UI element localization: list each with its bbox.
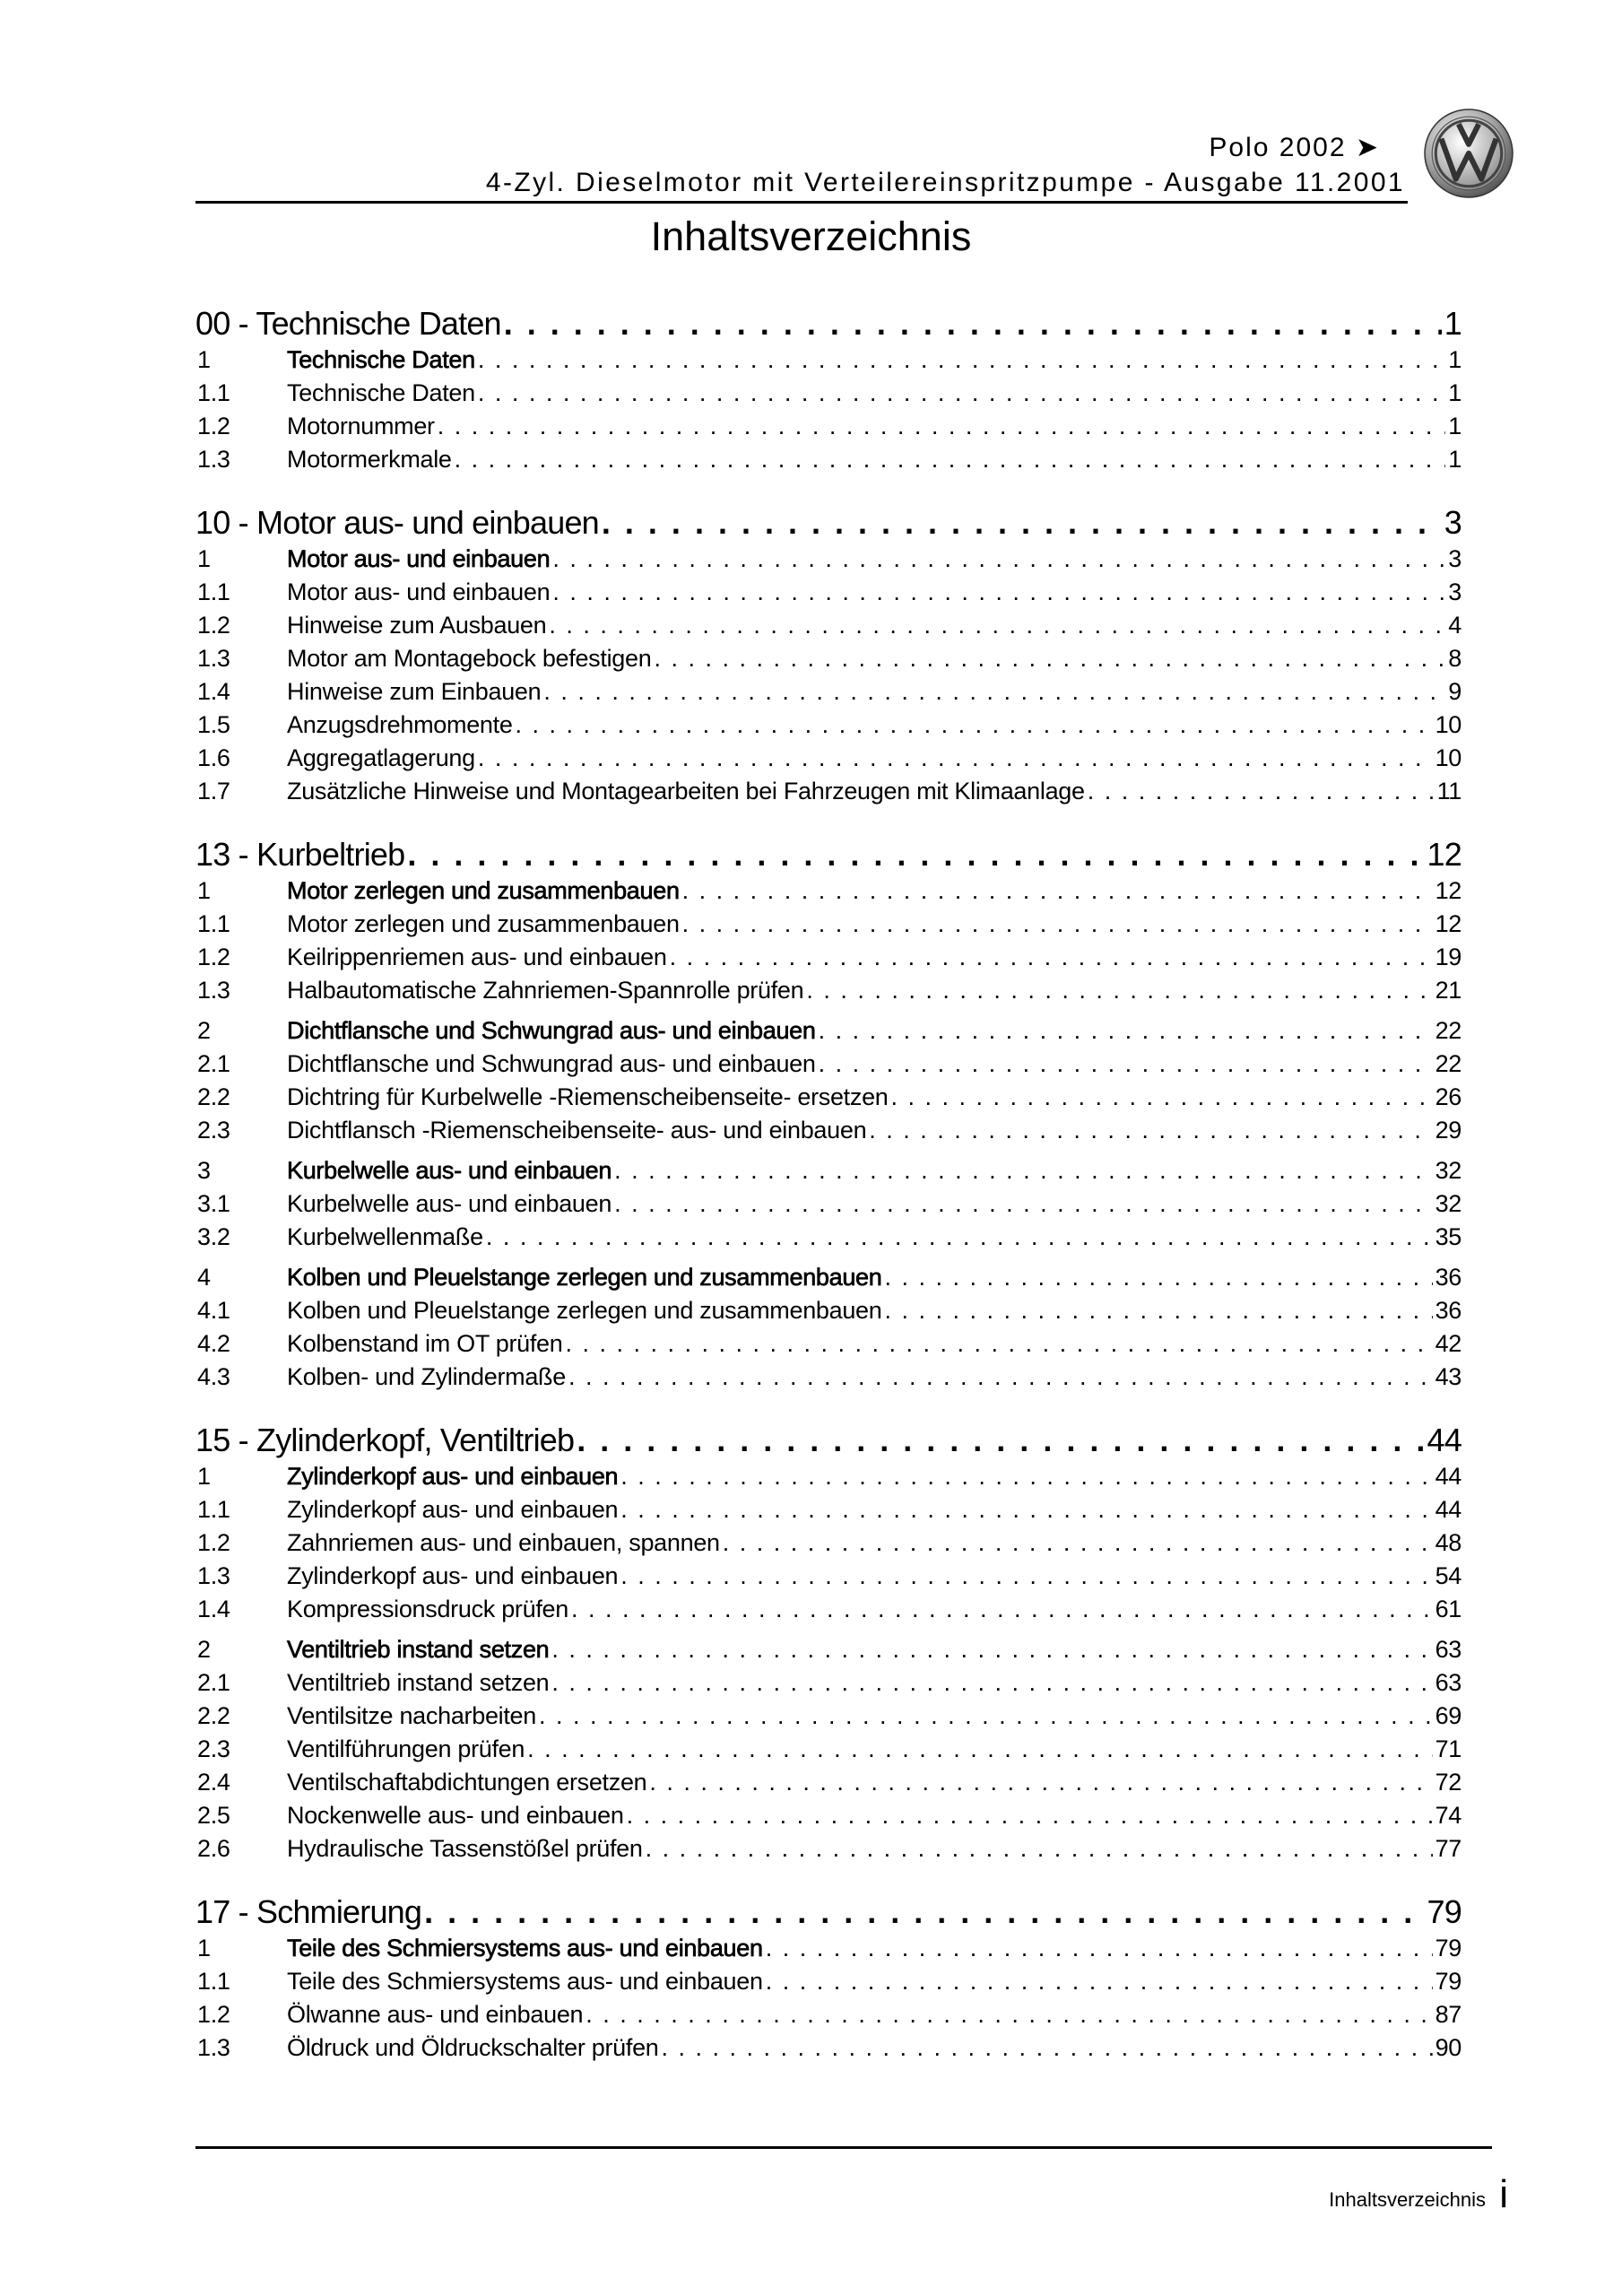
toc-entry-page: 71: [1435, 1735, 1462, 1762]
toc-entry-title: Motor aus- und einbauen: [287, 545, 551, 572]
toc-entry-number: 2.3: [197, 1117, 230, 1144]
toc-entry-number: 2.5: [197, 1802, 230, 1829]
toc-entry-number: 1: [197, 877, 211, 904]
header-model: Polo 2002 ➤: [1209, 133, 1380, 162]
dot-leader: [407, 836, 1424, 874]
toc-entry-number: 1.2: [197, 413, 230, 439]
toc-subsection[interactable]: [195, 1802, 1462, 1835]
toc-section[interactable]: [195, 1463, 1462, 1496]
dot-leader: [551, 1669, 1432, 1697]
toc-entry-page: 79: [1435, 1935, 1462, 1961]
toc-subsection[interactable]: [195, 1562, 1462, 1596]
toc-entry-number: 2.6: [197, 1835, 230, 1862]
toc-chapter-page: 12: [1427, 836, 1462, 873]
toc-entry-page: 48: [1435, 1529, 1462, 1556]
toc-entry-number: 1.1: [197, 578, 230, 605]
dot-leader: [649, 1769, 1432, 1796]
toc-entry-page: 35: [1435, 1223, 1462, 1250]
dot-leader: [549, 612, 1445, 639]
toc-entry-number: 1.3: [197, 977, 230, 1004]
toc-entry-number: 1.2: [197, 1529, 230, 1556]
toc-subsection[interactable]: [195, 1190, 1462, 1223]
toc-chapter-page: 1: [1444, 305, 1462, 342]
toc-subsection[interactable]: [195, 1835, 1462, 1868]
dot-leader: [539, 1702, 1433, 1730]
toc-entry-number: 3.2: [197, 1223, 230, 1250]
toc-section[interactable]: [195, 1636, 1462, 1669]
toc-section[interactable]: [195, 545, 1462, 578]
toc-entry-number: 2.1: [197, 1050, 230, 1077]
footer-page-number: i: [1499, 2172, 1508, 2216]
toc-chapter[interactable]: [195, 504, 1462, 542]
toc-entry-title: Motor zerlegen und zusammenbauen: [287, 877, 680, 904]
toc-entry-page: 19: [1435, 944, 1462, 970]
toc-entry-title: Kurbelwelle aus- und einbauen: [287, 1190, 612, 1217]
toc-entry-page: 29: [1435, 1117, 1462, 1144]
toc-subsection[interactable]: [195, 778, 1462, 811]
toc-subsection[interactable]: [195, 1330, 1462, 1363]
page-title: Inhaltsverzeichnis: [650, 213, 972, 259]
toc-entry-title: Kolben- und Zylindermaße: [287, 1363, 566, 1390]
toc-subsection[interactable]: [195, 977, 1462, 1010]
dot-leader: [585, 2001, 1432, 2029]
toc-chapter-title: 00 - Technische Daten: [195, 305, 501, 342]
dot-leader: [571, 1596, 1433, 1623]
toc-entry-number: 1.1: [197, 910, 230, 937]
toc-section[interactable]: [195, 1264, 1462, 1297]
toc-entry-number: 1.1: [197, 1496, 230, 1523]
toc-chapter-title: 10 - Motor aus- und einbauen: [195, 504, 599, 541]
dot-leader: [869, 1117, 1432, 1144]
toc-entry-page: 12: [1435, 877, 1462, 904]
toc-entry-title: Dichtring für Kurbelwelle -Riemenscheibenseite- ersetzen: [287, 1083, 889, 1110]
toc-entry-page: 3: [1448, 545, 1462, 572]
dot-leader: [654, 645, 1445, 673]
table-of-contents: [195, 305, 1462, 2067]
dot-leader: [662, 2034, 1433, 2062]
toc-entry-number: 1.2: [197, 944, 230, 970]
toc-entry-number: 1.2: [197, 612, 230, 639]
toc-subsection[interactable]: [195, 446, 1462, 479]
toc-entry-title: Motormerkmale: [287, 446, 452, 473]
toc-subsection[interactable]: [195, 1496, 1462, 1529]
toc-subsection[interactable]: [195, 645, 1462, 678]
toc-entry-page: 32: [1435, 1157, 1462, 1184]
toc-entry-title: Dichtflansche und Schwungrad aus- und einbauen: [287, 1050, 816, 1077]
toc-entry-number: 4.2: [197, 1330, 230, 1357]
toc-entry-page: 11: [1436, 778, 1462, 804]
toc-entry-title: Hinweise zum Einbauen: [287, 678, 542, 705]
dot-leader: [766, 1968, 1433, 1996]
toc-entry-page: 32: [1435, 1190, 1462, 1217]
toc-entry-page: 54: [1435, 1562, 1462, 1589]
toc-entry-title: Ventilsitze nacharbeiten: [287, 1702, 536, 1729]
toc-subsection[interactable]: [195, 612, 1462, 645]
toc-entry-page: 21: [1435, 977, 1462, 1004]
footer-label: Inhaltsverzeichnis: [1329, 2188, 1486, 2211]
toc-chapter[interactable]: [195, 305, 1462, 343]
toc-entry-page: 9: [1448, 678, 1462, 705]
toc-entry-title: Zahnriemen aus- und einbauen, spannen: [287, 1529, 720, 1556]
toc-subsection[interactable]: [195, 1769, 1462, 1802]
dot-leader: [438, 413, 1446, 440]
toc-entry-number: 1.1: [197, 379, 230, 406]
toc-entry-number: 1.2: [197, 2001, 230, 2028]
toc-subsection[interactable]: [195, 1968, 1462, 2001]
toc-subsection[interactable]: [195, 1363, 1462, 1396]
dot-leader: [478, 346, 1445, 374]
toc-chapter[interactable]: [195, 1893, 1462, 1931]
footer-rule: [195, 2146, 1492, 2149]
toc-entry-title: Teile des Schmiersystems aus- und einbauen: [287, 1935, 763, 1961]
dot-leader: [885, 1297, 1433, 1325]
toc-entry-number: 1.1: [197, 1968, 230, 1995]
dot-leader: [682, 877, 1433, 905]
toc-section[interactable]: [195, 1935, 1462, 1968]
toc-entry-title: Technische Daten: [287, 346, 475, 373]
toc-entry-number: 2.2: [197, 1702, 230, 1729]
toc-chapter[interactable]: [195, 1422, 1462, 1459]
toc-entry-number: 1.6: [197, 744, 230, 771]
dot-leader: [602, 504, 1442, 542]
toc-entry-number: 2.1: [197, 1669, 230, 1696]
dot-leader: [806, 977, 1432, 1004]
toc-entry-page: 1: [1448, 379, 1462, 406]
dot-leader: [478, 744, 1433, 772]
toc-chapter-title: 13 - Kurbeltrieb: [195, 836, 405, 873]
toc-subsection[interactable]: [195, 910, 1462, 944]
toc-entry-number: 1.7: [197, 778, 230, 804]
toc-entry-title: Kolben und Pleuelstange zerlegen und zusammenbauen: [287, 1264, 882, 1291]
toc-subsection[interactable]: [195, 1702, 1462, 1735]
toc-entry-title: Ventiltrieb instand setzen: [287, 1636, 550, 1663]
toc-subsection[interactable]: [195, 1596, 1462, 1629]
toc-entry-page: 77: [1435, 1835, 1462, 1862]
toc-entry-number: 2.3: [197, 1735, 230, 1762]
toc-entry-page: 22: [1435, 1017, 1462, 1044]
toc-entry-number: 4: [197, 1264, 211, 1291]
toc-chapter-page: 3: [1444, 504, 1462, 541]
toc-entry-page: 43: [1435, 1363, 1462, 1390]
toc-entry-title: Ölwanne aus- und einbauen: [287, 2001, 584, 2028]
toc-section[interactable]: [195, 877, 1462, 910]
toc-entry-page: 90: [1435, 2034, 1462, 2061]
toc-entry-number: 1.3: [197, 446, 230, 473]
toc-subsection[interactable]: [195, 678, 1462, 711]
toc-entry-page: 22: [1435, 1050, 1462, 1077]
toc-entry-title: Zylinderkopf aus- und einbauen: [287, 1562, 619, 1589]
toc-entry-title: Kompressionsdruck prüfen: [287, 1596, 568, 1622]
toc-subsection[interactable]: [195, 1735, 1462, 1769]
vw-logo-icon: [1423, 108, 1514, 199]
dot-leader: [486, 1223, 1433, 1251]
dot-leader: [819, 1050, 1433, 1078]
toc-subsection[interactable]: [195, 1297, 1462, 1330]
toc-entry-page: 1: [1448, 446, 1462, 473]
toc-subsection[interactable]: [195, 2001, 1462, 2034]
dot-leader: [627, 1802, 1433, 1830]
dot-leader: [504, 305, 1442, 343]
dot-leader: [552, 545, 1445, 573]
toc-entry-number: 1: [197, 1463, 211, 1490]
toc-entry-number: 2: [197, 1017, 211, 1044]
toc-entry-page: 87: [1435, 2001, 1462, 2028]
toc-entry-number: 1.4: [197, 678, 230, 705]
dot-leader: [682, 910, 1433, 938]
toc-entry-page: 69: [1435, 1702, 1462, 1729]
toc-entry-title: Kolben und Pleuelstange zerlegen und zusammenbauen: [287, 1297, 882, 1324]
dot-leader: [1088, 778, 1435, 805]
toc-entry-page: 79: [1435, 1968, 1462, 1995]
toc-entry-page: 8: [1448, 645, 1462, 672]
toc-entry-page: 10: [1435, 711, 1462, 738]
toc-chapter[interactable]: [195, 836, 1462, 874]
toc-entry-page: 44: [1435, 1463, 1462, 1490]
dot-leader: [620, 1463, 1432, 1491]
toc-subsection[interactable]: [195, 1223, 1462, 1257]
toc-entry-number: 2.4: [197, 1769, 230, 1796]
dot-leader: [885, 1264, 1433, 1292]
toc-entry-title: Dichtflansch -Riemenscheibenseite- aus- und einbauen: [287, 1117, 867, 1144]
toc-subsection[interactable]: [195, 1083, 1462, 1117]
dot-leader: [646, 1835, 1433, 1863]
dot-leader: [620, 1496, 1432, 1524]
toc-entry-page: 44: [1435, 1496, 1462, 1523]
dot-leader: [766, 1935, 1433, 1962]
toc-entry-title: Halbautomatische Zahnriemen-Spannrolle prüfen: [287, 977, 804, 1004]
toc-entry-title: Kolbenstand im OT prüfen: [287, 1330, 563, 1357]
toc-entry-title: Ventilschaftabdichtungen ersetzen: [287, 1769, 647, 1796]
toc-entry-number: 1: [197, 1935, 211, 1961]
toc-entry-title: Ventilführungen prüfen: [287, 1735, 525, 1762]
toc-chapter-title: 15 - Zylinderkopf, Ventiltrieb: [195, 1422, 575, 1458]
toc-subsection[interactable]: [195, 413, 1462, 446]
toc-entry-title: Zylinderkopf aus- und einbauen: [287, 1463, 619, 1490]
toc-section[interactable]: [195, 1017, 1462, 1050]
toc-entry-title: Hydraulische Tassenstößel prüfen: [287, 1835, 643, 1862]
toc-entry-title: Nockenwelle aus- und einbauen: [287, 1802, 624, 1829]
toc-entry-title: Keilrippenriemen aus- und einbauen: [287, 944, 667, 970]
dot-leader: [516, 711, 1433, 739]
toc-entry-page: 61: [1435, 1596, 1462, 1622]
dot-leader: [478, 379, 1445, 407]
toc-entry-page: 74: [1435, 1802, 1462, 1829]
dot-leader: [543, 678, 1445, 706]
toc-entry-number: 3.1: [197, 1190, 230, 1217]
toc-subsection[interactable]: [195, 1050, 1462, 1083]
dot-leader: [819, 1017, 1433, 1045]
toc-entry-page: 63: [1435, 1669, 1462, 1696]
toc-entry-page: 3: [1448, 578, 1462, 605]
toc-entry-title: Motor am Montagebock befestigen: [287, 645, 652, 672]
toc-entry-page: 72: [1435, 1769, 1462, 1796]
toc-entry-number: 1.3: [197, 1562, 230, 1589]
toc-entry-title: Zusätzliche Hinweise und Montagearbeiten bei Fahrzeugen mit Klimaanlage: [287, 778, 1085, 804]
toc-entry-title: Kurbelwellenmaße: [287, 1223, 483, 1250]
toc-entry-title: Dichtflansche und Schwungrad aus- und einbauen: [287, 1017, 816, 1044]
toc-subsection[interactable]: [195, 1529, 1462, 1562]
toc-entry-page: 12: [1435, 910, 1462, 937]
toc-entry-number: 4.1: [197, 1297, 230, 1324]
toc-entry-page: 4: [1448, 612, 1462, 639]
toc-entry-title: Aggregatlagerung: [287, 744, 475, 771]
dot-leader: [620, 1562, 1432, 1590]
toc-entry-number: 1.3: [197, 645, 230, 672]
dot-leader: [670, 944, 1433, 971]
dot-leader: [577, 1422, 1424, 1459]
toc-entry-title: Teile des Schmiersystems aus- und einbauen: [287, 1968, 763, 1995]
dot-leader: [723, 1529, 1433, 1557]
toc-entry-number: 1.5: [197, 711, 230, 738]
toc-entry-number: 2: [197, 1636, 211, 1663]
toc-entry-number: 1.3: [197, 2034, 230, 2061]
toc-entry-title: Öldruck und Öldruckschalter prüfen: [287, 2034, 659, 2061]
toc-entry-title: Motornummer: [287, 413, 435, 439]
toc-entry-page: 42: [1435, 1330, 1462, 1357]
toc-subsection[interactable]: [195, 2034, 1462, 2067]
toc-subsection[interactable]: [195, 711, 1462, 744]
toc-entry-title: Motor zerlegen und zusammenbauen: [287, 910, 680, 937]
toc-subsection[interactable]: [195, 944, 1462, 977]
dot-leader: [527, 1735, 1432, 1763]
toc-subsection[interactable]: [195, 1669, 1462, 1702]
toc-entry-title: Anzugsdrehmomente: [287, 711, 513, 738]
toc-entry-number: 1.4: [197, 1596, 230, 1622]
toc-entry-number: 4.3: [197, 1363, 230, 1390]
toc-entry-page: 1: [1448, 346, 1462, 373]
toc-entry-page: 36: [1435, 1297, 1462, 1324]
toc-entry-page: 36: [1435, 1264, 1462, 1291]
toc-chapter-page: 79: [1427, 1893, 1462, 1930]
toc-entry-page: 63: [1435, 1636, 1462, 1663]
toc-entry-page: 10: [1435, 744, 1462, 771]
dot-leader: [552, 578, 1445, 606]
toc-subsection[interactable]: [195, 578, 1462, 612]
dot-leader: [565, 1330, 1432, 1358]
toc-entry-number: 2.2: [197, 1083, 230, 1110]
toc-chapter-title: 17 - Schmierung: [195, 1893, 422, 1930]
dot-leader: [551, 1636, 1432, 1664]
dot-leader: [614, 1157, 1432, 1185]
toc-subsection[interactable]: [195, 1117, 1462, 1150]
toc-chapter-page: 44: [1427, 1422, 1462, 1458]
toc-entry-page: 1: [1448, 413, 1462, 439]
toc-entry-page: 26: [1435, 1083, 1462, 1110]
dot-leader: [455, 446, 1446, 474]
header-rule: [195, 201, 1408, 204]
toc-entry-title: Zylinderkopf aus- und einbauen: [287, 1496, 619, 1523]
toc-entry-title: Ventiltrieb instand setzen: [287, 1669, 550, 1696]
dot-leader: [424, 1893, 1424, 1931]
toc-entry-title: Kurbelwelle aus- und einbauen: [287, 1157, 612, 1184]
dot-leader: [568, 1363, 1433, 1391]
toc-section[interactable]: [195, 1157, 1462, 1190]
header-subtitle: 4-Zyl. Dieselmotor mit Verteilereinspritzpumpe - Ausgabe 11.2001: [485, 168, 1405, 197]
toc-section[interactable]: [195, 346, 1462, 379]
toc-entry-title: Motor aus- und einbauen: [287, 578, 551, 605]
toc-subsection[interactable]: [195, 744, 1462, 778]
toc-entry-number: 1: [197, 545, 211, 572]
toc-entry-number: 3: [197, 1157, 211, 1184]
dot-leader: [614, 1190, 1432, 1218]
toc-entry-title: Technische Daten: [287, 379, 475, 406]
dot-leader: [891, 1083, 1433, 1111]
toc-subsection[interactable]: [195, 379, 1462, 413]
toc-entry-title: Hinweise zum Ausbauen: [287, 612, 547, 639]
toc-entry-number: 1: [197, 346, 211, 373]
